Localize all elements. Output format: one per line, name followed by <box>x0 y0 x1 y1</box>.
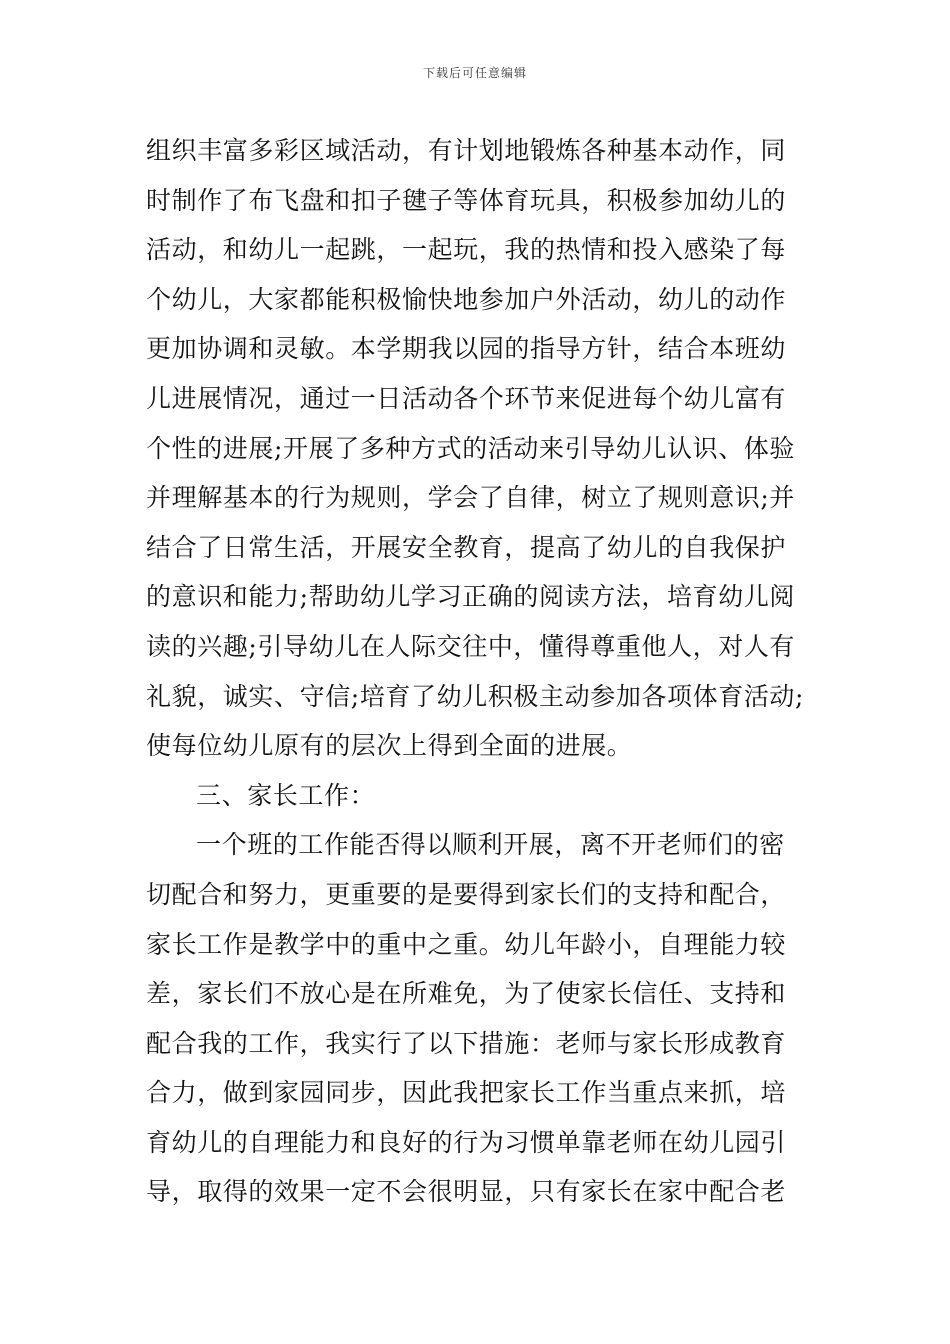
text-line: 一个班的工作能否得以顺利开展，离不开老师们的密 <box>196 830 785 860</box>
text-line: 更加协调和灵敏。本学期我以园的指导方针，结合本班幼 <box>146 334 787 364</box>
page-header-note: 下载后可任意编辑 <box>422 66 527 80</box>
text-line: 结合了日常生活，开展安全教育，提高了幼儿的自我保护 <box>146 532 787 562</box>
text-line: 配合我的工作，我实行了以下措施：老师与家长形成教育 <box>146 1028 787 1058</box>
text-line: 切配合和努力，更重要的是要得到家长们的支持和配合， <box>146 879 787 909</box>
text-line: 育幼儿的自理能力和良好的行为习惯单靠老师在幼儿园引 <box>146 1127 787 1157</box>
text-line: 组织丰富多彩区域活动，有计划地锻炼各种基本动作，同 <box>146 136 787 165</box>
text-line: 差，家长们不放心是在所难免，为了使家长信任、支持和 <box>146 979 787 1009</box>
text-line: 的意识和能力;帮助幼儿学习正确的阅读方法，培育幼儿阅 <box>146 582 796 612</box>
text-line: 活动，和幼儿一起跳，一起玩，我的热情和投入感染了每 <box>146 235 787 265</box>
document-body <box>146 126 816 1217</box>
section-heading: 三、家长工作： <box>196 780 376 810</box>
text-line: 礼貌，诚实、守信;培育了幼儿积极主动参加各项体育活动; <box>146 681 805 711</box>
text-line: 个性的进展;开展了多种方式的活动来引导幼儿认识、体验 <box>146 433 796 463</box>
text-line: 儿进展情况，通过一日活动各个环节来促进每个幼儿富有 <box>146 383 787 413</box>
text-line: 使每位幼儿原有的层次上得到全面的进展。 <box>146 731 633 761</box>
text-line: 合力，做到家园同步，因此我把家长工作当重点来抓，培 <box>146 1078 787 1108</box>
text-line: 导，取得的效果一定不会很明显，只有家长在家中配合老 <box>146 1177 787 1207</box>
text-line: 并理解基本的行为规则，学会了自律，树立了规则意识;并 <box>146 483 796 513</box>
text-line: 时制作了布飞盘和扣子毽子等体育玩具，积极参加幼儿的 <box>146 185 787 215</box>
text-line: 家长工作是教学中的重中之重。幼儿年龄小，自理能力较 <box>146 929 787 959</box>
text-line: 读的兴趣;引导幼儿在人际交往中，懂得尊重他人，对人有 <box>146 631 796 661</box>
text-line: 个幼儿，大家都能积极愉快地参加户外活动，幼儿的动作 <box>146 284 787 314</box>
